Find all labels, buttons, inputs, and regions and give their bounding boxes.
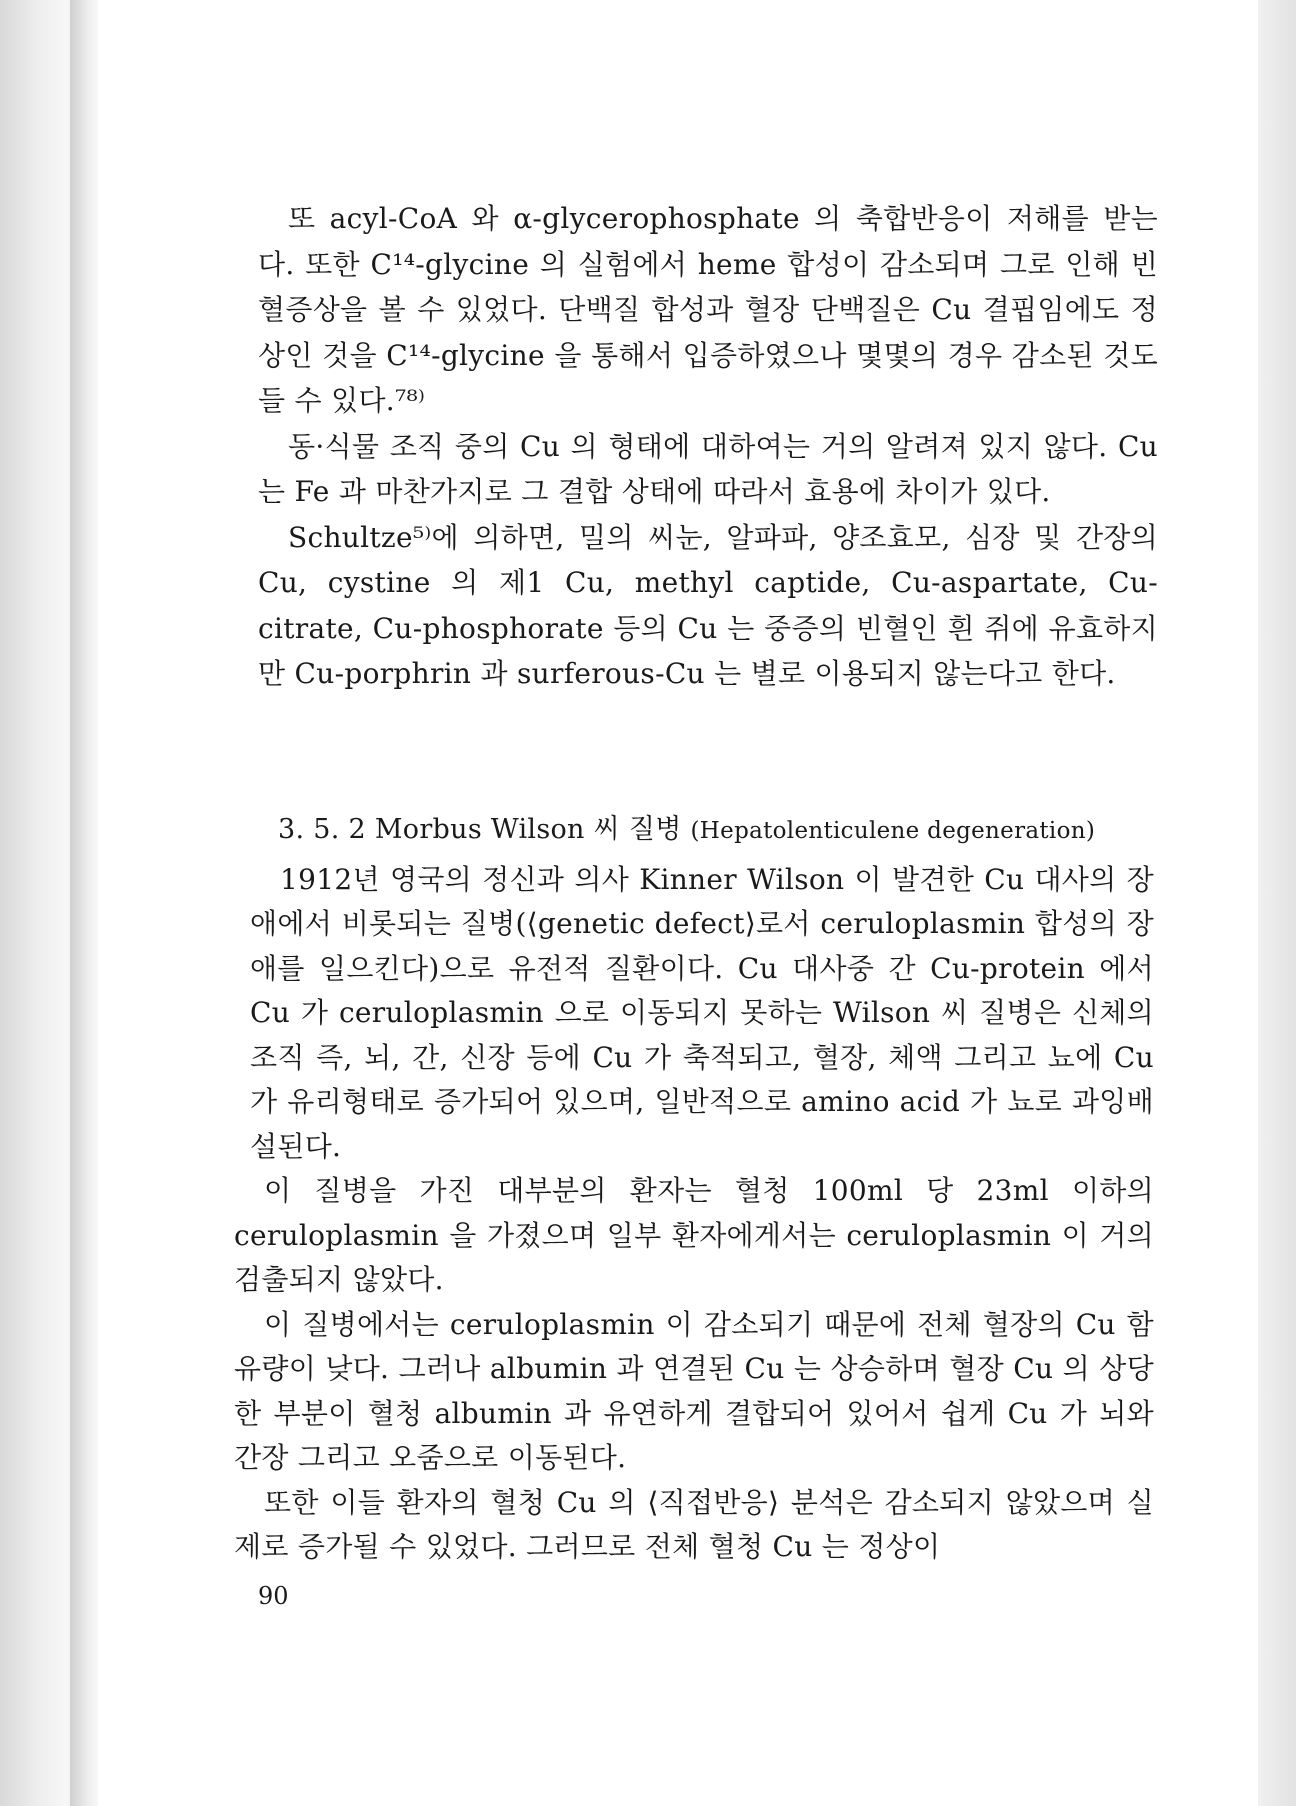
paragraph-cu-forms: 동·식물 조직 중의 Cu 의 형태에 대하여는 거의 알려져 있지 않다. Cu 는 Fe 과 마찬가지로 그 결합 상태에 따라서 효용에 차이가 있다. [258, 429, 1158, 508]
paragraph-acyl-coa: 또 acyl-CoA 와 α-glycerophosphate 의 축합반응이 저해를 받는다. 또한 C¹⁴-glycine 의 실험에서 heme 합성이 감소되며 그로 인해 빈혈증상을 볼 수 있었다. 단백질 합성과 혈장 단백질은 Cu 결핍임에도 정상인 것을 C¹⁴-glycine 을 통해서 입증하였으나 몇몇의 경우 감소된 것도 들 수 있다.⁷⁸⁾ [258, 202, 1158, 417]
section-heading-main: 3. 5. 2 Morbus Wilson 씨 질병 [278, 814, 682, 845]
upper-text-block [258, 196, 1158, 697]
paragraph-wilson-intro: 1912년 영국의 정신과 의사 Kinner Wilson 이 발견한 Cu 대사의 장애에서 비롯되는 질병(⟨genetic defect⟩로서 ceruloplasmin 합성의 장애를 일으킨다)으로 유전적 질환이다. Cu 대사중 간 Cu-protein 에서 Cu 가 ceruloplasmin 으로 이동되지 못하는 Wilson 씨 질병은 신체의 조직 즉, 뇌, 간, 신장 등에 Cu 가 축적되고, 혈장, 체액 그리고 뇨에 Cu 가 유리형태로 증가되어 있으며, 일반적으로 amino acid 가 뇨로 과잉배설된다. [250, 862, 1154, 1163]
page-edge [70, 0, 100, 1806]
paragraph-schultze: Schultze⁵⁾에 의하면, 밀의 씨눈, 알파파, 양조효모, 심장 및 간장의 Cu, cystine 의 제1 Cu, methyl captide, Cu-aspartate, Cu-citrate, Cu-phosphorate 등의 Cu 는 중증의 빈혈인 흰 쥐에 유효하지만 Cu-porphrin 과 surferous-Cu 는 별로 이용되지 않는다고 한다. [258, 520, 1158, 690]
paragraph-plasma-cu: 이 질병에서는 ceruloplasmin 이 감소되기 때문에 전체 혈장의 Cu 함유량이 낮다. 그러나 albumin 과 연결된 Cu 는 상승하며 혈장 Cu 의 상당한 부분이 혈청 albumin 과 유연하게 결합되어 있어서 쉽게 Cu 가 뇌와 간장 그리고 오줌으로 이동된다. [234, 1307, 1154, 1474]
lower-text-block [234, 808, 1154, 1570]
paragraph-ceruloplasmin-level: 이 질병을 가진 대부분의 환자는 혈청 100ml 당 23ml 이하의 ceruloplasmin 을 가졌으며 일부 환자에게서는 ceruloplasmin 이 거의 검출되지 않았다. [234, 1174, 1154, 1296]
section-heading [234, 808, 1154, 854]
page-number: 90 [258, 1582, 289, 1610]
paragraph-direct-reaction: 또한 이들 환자의 혈청 Cu 의 ⟨직접반응⟩ 분석은 감소되지 않았으며 실제로 증가될 수 있었다. 그러므로 전체 혈청 Cu 는 정상이 [234, 1485, 1154, 1563]
section-heading-sub: (Hepatolenticulene degeneration) [690, 818, 1096, 844]
